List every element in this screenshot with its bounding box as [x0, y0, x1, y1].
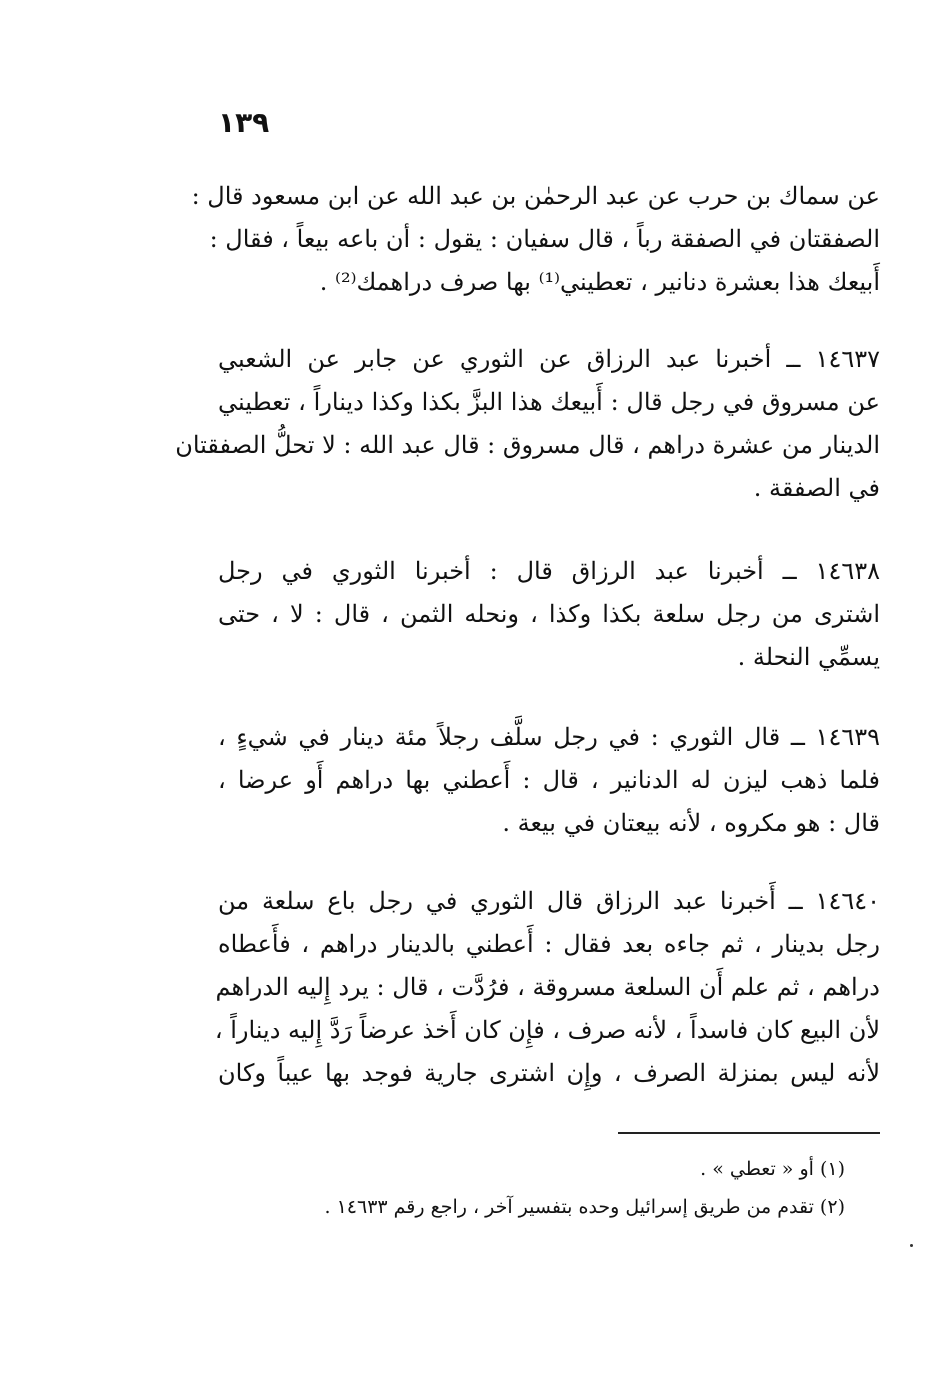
footnote-divider: [618, 1132, 880, 1134]
text-line: الصفقتان في الصفقة رباً ، قال سفيان : يقول : أن باعه بيعاً ، فقال :: [209, 225, 880, 253]
text-line: رجل بدينار ، ثم جاءه بعد فقال : أَعطني بالدينار دراهم ، فأَعطاه: [218, 930, 880, 958]
footnote-2: (٢) تقدم من طريق إسرائيل وحده بتفسير آخر ، راجع رقم ١٤٦٣٣ .: [324, 1196, 845, 1218]
text-line: اشترى من رجل سلعة بكذا وكذا ، ونحله الثمن ، قال : لا ، حتى: [218, 600, 880, 628]
paragraph-14639: [218, 716, 880, 845]
text-line: فلما ذهب ليزن له الدنانير ، قال : أَعطني بها دراهم أَو عرضا ،: [218, 766, 880, 794]
text-line: ١٤٦٣٨ ــ أخبرنا عبد الرزاق قال : أخبرنا الثوري في رجل: [218, 557, 880, 585]
text-line: قال : هو مكروه ، لأنه بيعتان في بيعة .: [502, 809, 880, 837]
footnote-1: (١) أو « تعطي » .: [700, 1158, 845, 1180]
text-line: ١٤٦٤٠ ــ أَخبرنا عبد الرزاق قال الثوري في رجل باع سلعة من: [218, 887, 880, 915]
paragraph-14637: [175, 338, 880, 510]
text-line: دراهم ، ثم علم أَن السلعة مسروقة ، فرُدَّت ، قال : يرد إِليه الدراهم: [215, 973, 880, 1001]
text-line: لأنه ليس بمنزلة الصرف ، وإِن اشترى جارية فوجد بها عيباً وكان: [218, 1059, 880, 1087]
page-number: ١٣٩: [218, 106, 270, 139]
text-line: ١٤٦٣٧ ــ أخبرنا عبد الرزاق عن الثوري عن جابر عن الشعبي: [218, 345, 880, 373]
text-line: عن سماك بن حرب عن عبد الرحمٰن بن عبد الله عن ابن مسعود قال :: [191, 182, 880, 210]
paragraph-14640: [214, 880, 880, 1095]
text-line: يسمِّي النحلة .: [737, 643, 880, 671]
paragraph-continued: [191, 175, 880, 304]
paragraph-14638: [218, 550, 880, 679]
text-line: عن مسروق في رجل قال : أَبيعك هذا البزَّ بكذا وكذا ديناراً ، تعطيني: [218, 388, 880, 416]
text-line: أَبيعك هذا بعشرة دنانير ، تعطيني⁽¹⁾ بها صرف دراهمك⁽²⁾ .: [319, 268, 880, 296]
scan-speck: [910, 1244, 913, 1247]
text-line: الدينار من عشرة دراهم ، قال مسروق : قال عبد الله : لا تحلُّ الصفقتان: [175, 431, 880, 459]
text-line: في الصفقة .: [753, 474, 880, 502]
text-line: لأن البيع كان فاسداً ، لأنه صرف ، فإِن كان أَخذ عرضاً رَدَّ إِليه ديناراً ،: [214, 1016, 880, 1044]
footnotes: [300, 1150, 845, 1226]
text-line: ١٤٦٣٩ ــ قال الثوري : في رجل سلَّف رجلاً مئة دينار في شيءٍ ،: [218, 723, 880, 751]
